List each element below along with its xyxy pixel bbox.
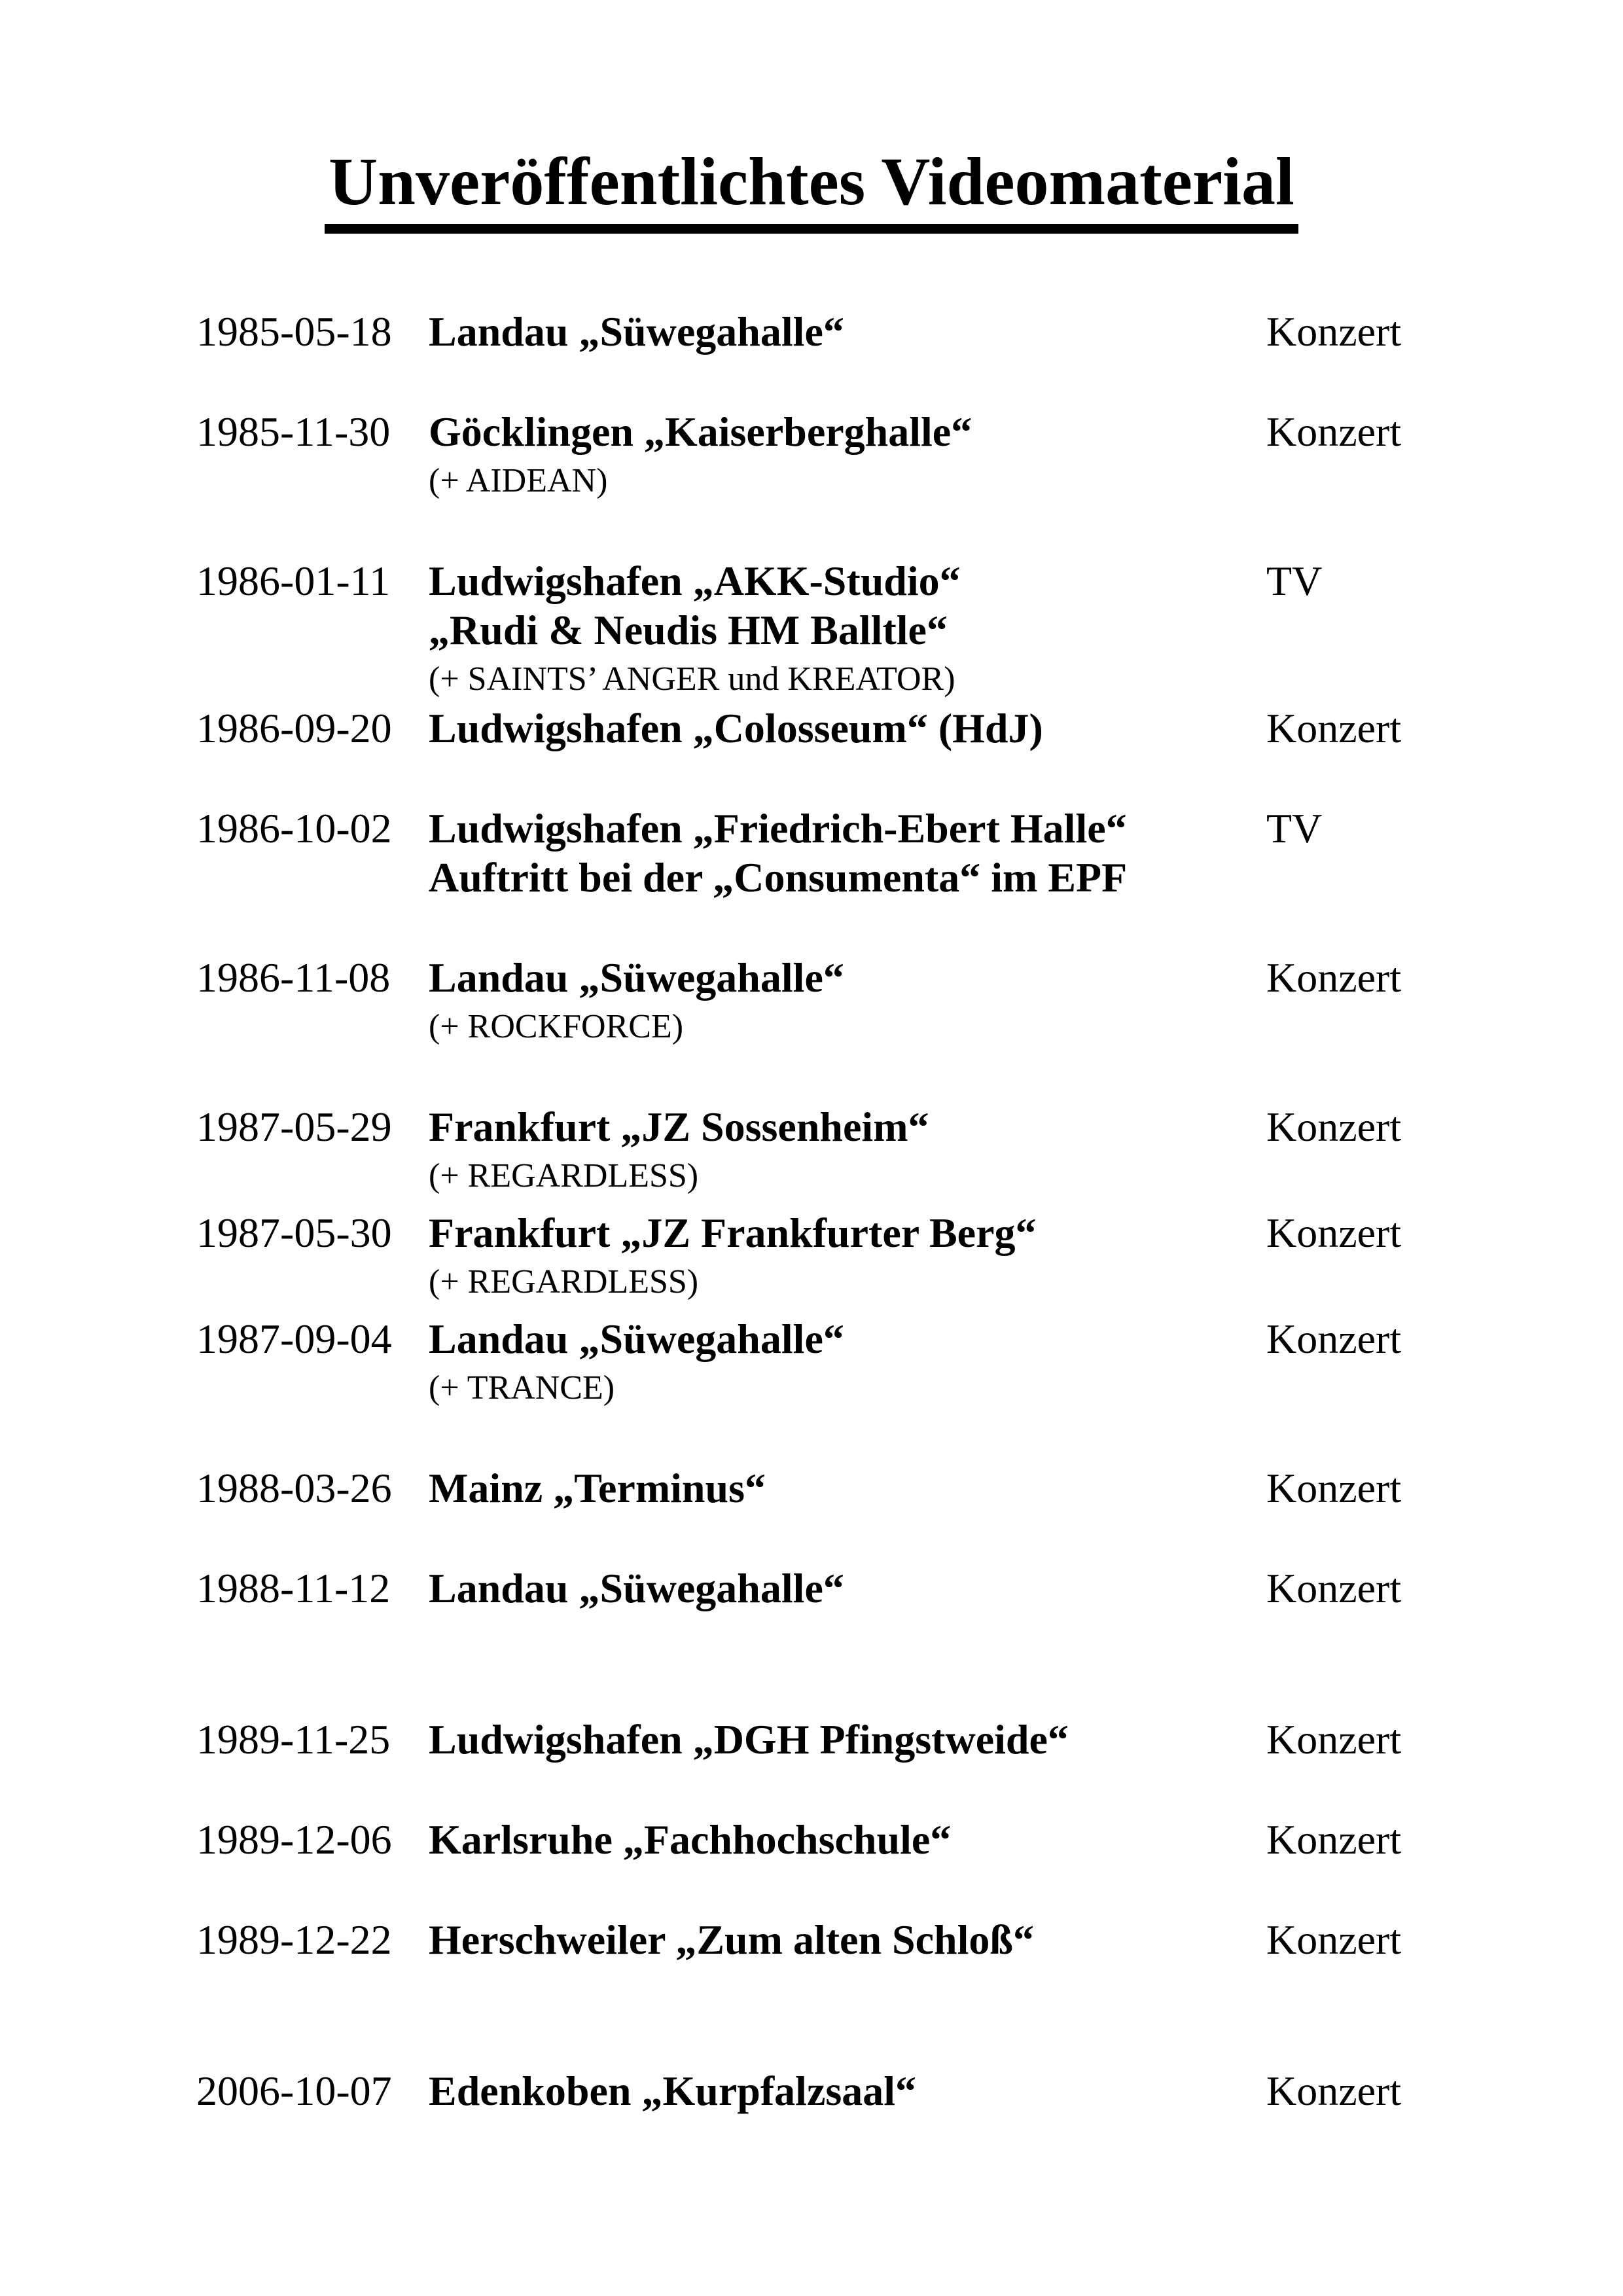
venue-line: Edenkoben „Kurpfalzsaal“ (429, 2068, 917, 2115)
entry-venue (429, 1715, 1266, 1764)
video-entry (0, 1915, 1623, 1964)
venue-line: „Rudi & Neudis HM Balltle“ (429, 607, 948, 654)
entry-venue (429, 953, 1266, 1051)
entry-type: Konzert (1266, 1816, 1402, 1863)
video-entry (0, 804, 1623, 902)
support-acts-note: (+ REGARDLESS) (429, 1157, 699, 1195)
entry-venue (429, 1564, 1266, 1613)
entry-date: 1987-05-29 (196, 1103, 392, 1151)
entry-date: 2006-10-07 (196, 2068, 392, 2115)
entry-date: 1985-05-18 (196, 308, 392, 355)
venue-line: Frankfurt „JZ Frankfurter Berg“ (429, 1210, 1037, 1257)
entry-venue (429, 1314, 1266, 1412)
video-entry (0, 307, 1623, 356)
entry-date: 1985-11-30 (196, 408, 391, 456)
page-title: Unveröffentlichtes Videomaterial (325, 145, 1298, 234)
entry-type: Konzert (1266, 308, 1402, 355)
video-entry (0, 1314, 1623, 1412)
video-entry (0, 1715, 1623, 1764)
entry-type: Konzert (1266, 1210, 1402, 1257)
video-entry (0, 2066, 1623, 2115)
entry-type: Konzert (1266, 1316, 1402, 1363)
entry-type: Konzert (1266, 1465, 1402, 1512)
entry-list (0, 307, 1623, 2115)
venue-line: Ludwigshafen „Friedrich-Ebert Halle“ (429, 805, 1127, 852)
venue-line: Herschweiler „Zum alten Schloß“ (429, 1916, 1034, 1964)
entry-date: 1989-12-22 (196, 1916, 392, 1964)
support-acts-note: (+ TRANCE) (429, 1369, 615, 1407)
venue-line: Landau „Süwegahalle“ (429, 954, 844, 1001)
entry-date: 1988-03-26 (196, 1465, 392, 1512)
venue-line: Landau „Süwegahalle“ (429, 1565, 844, 1612)
video-entry (0, 704, 1623, 753)
entry-type: TV (1266, 805, 1323, 852)
entry-venue (429, 1463, 1266, 1513)
entry-date: 1987-09-04 (196, 1316, 392, 1363)
entry-date: 1986-01-11 (196, 558, 391, 605)
venue-line: Landau „Süwegahalle“ (429, 1316, 844, 1363)
video-entry (0, 407, 1623, 505)
title-area (0, 0, 1623, 234)
entry-type: Konzert (1266, 408, 1402, 456)
venue-line: Göcklingen „Kaiserberghalle“ (429, 408, 972, 456)
video-entry (0, 1102, 1623, 1200)
entry-type: Konzert (1266, 954, 1402, 1001)
entry-type: Konzert (1266, 2068, 1402, 2115)
video-entry (0, 1815, 1623, 1864)
video-entry (0, 1463, 1623, 1513)
entry-venue (429, 1102, 1266, 1200)
entry-type: TV (1266, 558, 1323, 605)
entry-type: Konzert (1266, 1103, 1402, 1151)
entry-venue (429, 1208, 1266, 1306)
support-acts-note: (+ SAINTS’ ANGER und KREATOR) (429, 660, 955, 698)
venue-line: Mainz „Terminus“ (429, 1465, 766, 1512)
video-entry (0, 1208, 1623, 1306)
venue-line: Frankfurt „JZ Sossenheim“ (429, 1103, 929, 1151)
entry-venue (429, 307, 1266, 356)
support-acts-note: (+ ROCKFORCE) (429, 1008, 684, 1046)
entry-venue (429, 1915, 1266, 1964)
support-acts-note: (+ REGARDLESS) (429, 1263, 699, 1301)
video-entry (0, 1564, 1623, 1613)
entry-date: 1986-10-02 (196, 805, 392, 852)
venue-line: Ludwigshafen „AKK-Studio“ (429, 558, 961, 605)
entry-date: 1986-11-08 (196, 954, 391, 1001)
entry-type: Konzert (1266, 1716, 1402, 1763)
venue-line: Ludwigshafen „DGH Pfingstweide“ (429, 1716, 1069, 1763)
video-entry (0, 556, 1623, 704)
entry-venue (429, 556, 1266, 704)
video-entry (0, 953, 1623, 1051)
entry-date: 1986-09-20 (196, 705, 392, 752)
entry-venue (429, 2066, 1266, 2115)
venue-line: Ludwigshafen „Colosseum“ (HdJ) (429, 705, 1043, 752)
entry-venue (429, 1815, 1266, 1864)
entry-date: 1989-11-25 (196, 1716, 391, 1763)
entry-date: 1987-05-30 (196, 1210, 392, 1257)
entry-venue (429, 804, 1266, 902)
venue-line: Landau „Süwegahalle“ (429, 308, 844, 355)
entry-type: Konzert (1266, 1916, 1402, 1964)
entry-type: Konzert (1266, 1565, 1402, 1612)
venue-line: Karlsruhe „Fachhochschule“ (429, 1816, 952, 1863)
entry-venue (429, 704, 1266, 753)
entry-date: 1989-12-06 (196, 1816, 392, 1863)
entry-type: Konzert (1266, 705, 1402, 752)
support-acts-note: (+ AIDEAN) (429, 462, 608, 500)
entry-venue (429, 407, 1266, 505)
entry-date: 1988-11-12 (196, 1565, 391, 1612)
venue-line: Auftritt bei der „Consumenta“ im EPF (429, 854, 1128, 901)
